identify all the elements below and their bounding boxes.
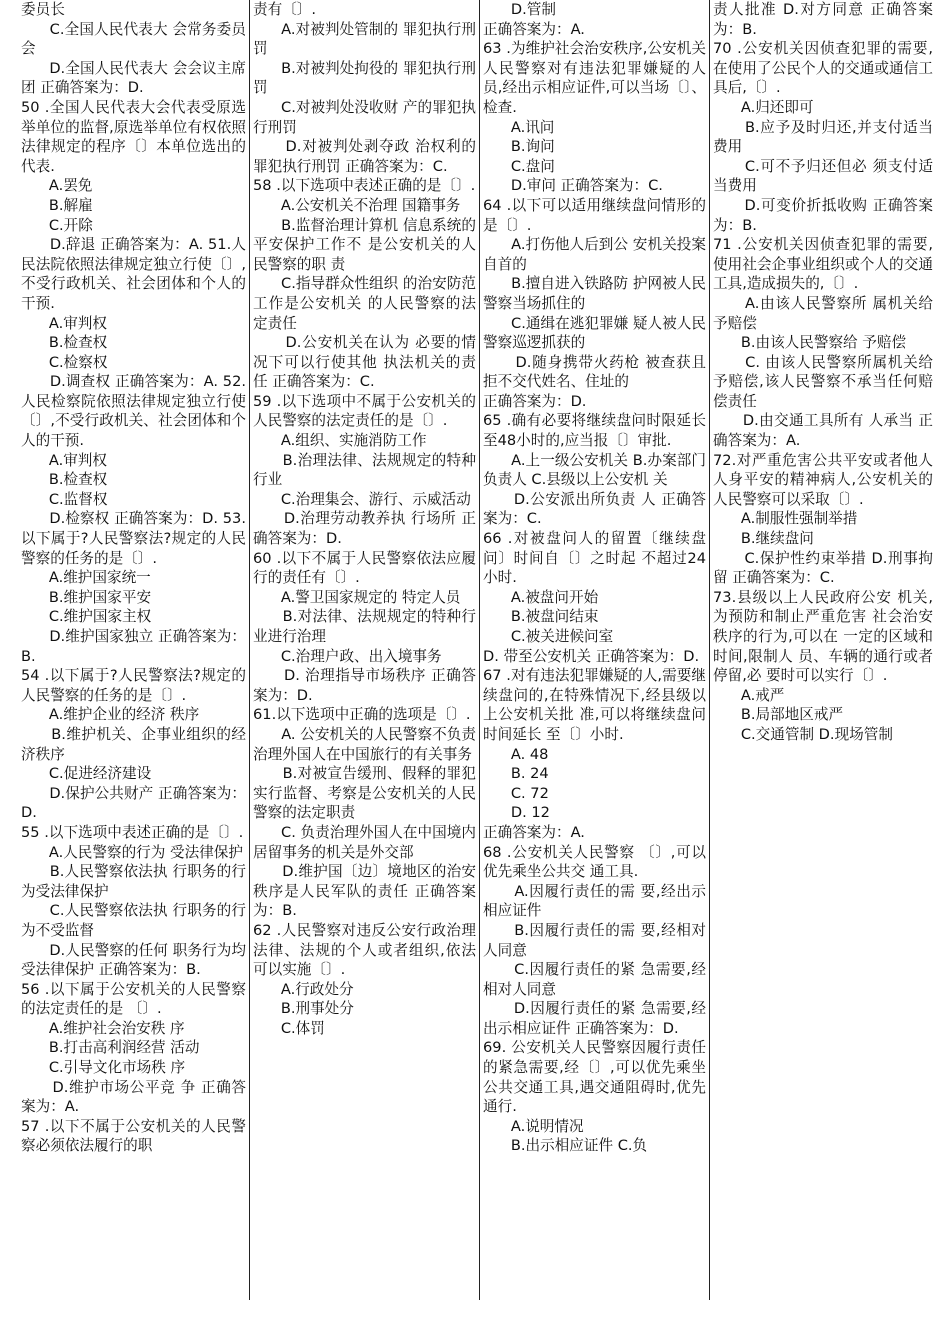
text-line: B.对被判处拘役的 罪犯执行刑罚 bbox=[253, 59, 476, 97]
text-line: B.维护国家平安 bbox=[21, 588, 152, 606]
text-line: B.刑事处分 bbox=[253, 1000, 354, 1018]
text-line: A.维护社会治安秩 序 bbox=[21, 1019, 185, 1037]
text-line: B.检查权 bbox=[21, 471, 108, 489]
text-line: B.询问 bbox=[483, 138, 555, 156]
text-line: D.由交通工具所有 人承当 正确答案为：A. bbox=[713, 412, 934, 450]
text-line: C.被关进候问室 bbox=[483, 628, 614, 645]
text-line: 50 .全国人民代表大会代表受原选举单位的监督,原选举单位有权依照法律规定的程序〔〕本单位选出的代表. bbox=[21, 98, 246, 175]
text-line: 58 .以下选项中表述正确的是〔〕. bbox=[253, 177, 476, 195]
text-line: D.审问 正确答案为：C. bbox=[483, 177, 663, 195]
text-line: A.被盘问开始 bbox=[483, 588, 599, 606]
text-line: D. 治理指导市场秩序 正确答案为：D. bbox=[253, 667, 476, 704]
text-line: C.体罚 bbox=[253, 1019, 325, 1037]
text-line: A.打伤他人后到公 安机关投案自首的 bbox=[483, 236, 706, 273]
text-line: B.检查权 bbox=[21, 334, 108, 352]
text-line: C.监督权 bbox=[21, 490, 108, 508]
text-line: A.由该人民警察所 属机关给予赔偿 bbox=[713, 294, 933, 332]
text-line: C. 72 bbox=[483, 784, 549, 802]
text-line: D.人民警察的任何 职务行为均受法律保护 正确答案为：B. bbox=[21, 941, 246, 979]
text-line: C.治理集会、游行、示威活动 bbox=[253, 490, 471, 508]
text-line: A.行政处分 bbox=[253, 980, 354, 998]
text-line: D.保护公共财产 正确答案为：D. bbox=[21, 784, 246, 822]
text-line: A.说明情况 bbox=[483, 1117, 584, 1135]
text-line: 正确答案为：A. bbox=[483, 20, 585, 38]
text-line: A.归还即可 bbox=[713, 98, 814, 116]
text-line: D.维护国〔边〕境地区的治安秩序是人民军队的责任 正确答案为：B. bbox=[253, 863, 476, 920]
text-line: A.维护国家统一 bbox=[21, 569, 151, 587]
text-line: A.对被判处管制的 罪犯执行刑罚 bbox=[253, 20, 476, 58]
text-line: A.审判权 bbox=[21, 451, 107, 469]
text-line: C.交通管制 D.现场管制 bbox=[713, 725, 893, 743]
text-line: D.检察权 正确答案为：D. 53.以下属于?人民警察法?规定的人民警察的任务的是〔〕. bbox=[21, 510, 246, 567]
text-line: A.罢免 bbox=[21, 177, 93, 195]
text-line: D.维护市场公平竞 争 正确答案为：A. bbox=[21, 1078, 247, 1116]
text-line: C.治理户政、出入境事务 bbox=[253, 647, 442, 665]
text-line: A.因履行责任的需 要,经出示相应证件 bbox=[483, 882, 706, 920]
text-line: C.盘问 bbox=[483, 157, 555, 175]
text-line: 68 .公安机关人民警察 〔〕,可以优先乘坐公共交 通工具. bbox=[483, 843, 706, 881]
text-line: A.上一级公安机关 B.办案部门负责人 C.县级以上公安机 关 bbox=[483, 451, 706, 489]
text-line: 64 .以下可以适用继续盘问情形的是〔〕. bbox=[483, 196, 706, 234]
text-line: 70 .公安机关因侦查犯罪的需要,在使用了公民个人的交通或通信工具后,〔〕. bbox=[713, 40, 933, 97]
text-line: 59 .以下选项中不属于公安机关的人民警察的法定责任的是〔〕. bbox=[253, 392, 476, 430]
text-line: D. 12 bbox=[483, 804, 550, 822]
text-line: 60 .以下不属于人民警察依法应履行的责任有〔〕. bbox=[253, 549, 476, 587]
text-line: B.打击高利润经营 活动 bbox=[21, 1039, 200, 1057]
text-line: 71 .公安机关因侦查犯罪的需要,使用社会企事业组织或个人的交通工具,造成损失的,〔〕. bbox=[713, 236, 933, 293]
text-line: 54 .以下属于?人民警察法?规定的人民警察的任务的是〔〕. bbox=[21, 667, 246, 704]
text-line: D.对被判处剥夺政 治权利的罪犯执行刑罚 正确答案为：C. bbox=[253, 138, 476, 175]
text-line: A.讯问 bbox=[483, 118, 555, 136]
text-line: C.开除 bbox=[21, 216, 93, 234]
text-line: 55 .以下选项中表述正确的是〔〕. bbox=[21, 823, 244, 841]
text-line: 正确答案为：D. bbox=[483, 392, 587, 410]
text-line: B.局部地区戒严 bbox=[713, 706, 844, 724]
text-line: A.组织、实施消防工作 bbox=[253, 432, 427, 450]
text-line: C. 由该人民警察所属机关给予赔偿,该人民警察不承当任何赔偿责任 bbox=[713, 353, 933, 410]
text-line: C.全国人民代表大 会常务委员会 bbox=[21, 20, 246, 58]
text-line: A. 48 bbox=[483, 745, 549, 763]
text-line: A.公安机关不治理 国籍事务 bbox=[253, 196, 461, 214]
text-line: D.管制 bbox=[483, 1, 556, 18]
text-line: C.可不予归还但必 须支付适当费用 bbox=[713, 157, 933, 195]
text-line: D.公安派出所负责 人 正确答案为：C. bbox=[483, 490, 706, 528]
text-line: D.因履行责任的紧 急需要,经出示相应证件 正确答案为：D. bbox=[483, 1000, 706, 1037]
document-page bbox=[18, 0, 936, 1300]
text-line: 66 .对被盘问人的留置〔继续盘问〕时间自〔〕之时起 不超过24小时. bbox=[483, 530, 706, 587]
text-line: D.可变价折抵收购 正确答案为：B. bbox=[713, 196, 933, 234]
text-line: 69. 公安机关人民警察因履行责任的紧急需要,经〔〕,可以优先乘坐公共交通工具,遇交通阻碍时,优先通行. bbox=[483, 1039, 706, 1116]
text-line: D.维护国家独立 正确答案为：B. bbox=[21, 628, 246, 665]
text-line: C.引导文化市场秩 序 bbox=[21, 1059, 186, 1077]
text-line: C. 负责治理外国人在中国境内居留事务的机关是外交部 bbox=[253, 823, 476, 861]
text-line: C.通缉在逃犯罪嫌 疑人被人民警察巡逻抓获的 bbox=[483, 314, 706, 352]
text-line: 62 .人民警察对违反公安行政治理法律、法规的个人或者组织,依法可以实施〔〕. bbox=[253, 921, 476, 979]
text-line: D.调查权 正确答案为：A. 52.人民检察院依照法律规定独立行使〔〕,不受行政机关、社会团体和个人的干预. bbox=[21, 373, 247, 450]
text-line: B.应予及时归还,并支付适当费用 bbox=[713, 118, 933, 156]
text-line: B.治理法律、法规规定的特种行业 bbox=[253, 451, 477, 489]
text-line: C.维护国家主权 bbox=[21, 608, 152, 626]
text-line: B.监督治理计算机 信息系统的平安保护工作不 是公安机关的人民警察的职 责 bbox=[253, 216, 476, 273]
text-line: 责有〔〕. bbox=[253, 1, 317, 18]
text-line: C.保护性约束举措 D.刑事拘留 正确答案为：C. bbox=[713, 549, 933, 587]
text-line: C.指导群众性组织 的治安防范工作是公安机关 的人民警察的法定责任 bbox=[253, 275, 476, 332]
text-column-4 bbox=[709, 0, 936, 1300]
text-line: B.出示相应证件 C.负 bbox=[483, 1137, 648, 1155]
text-line: B. 24 bbox=[483, 765, 549, 783]
text-line: A.人民警察的行为 受法律保护 bbox=[21, 843, 243, 861]
text-line: A.维护企业的经济 秩序 bbox=[21, 706, 200, 724]
text-column-2 bbox=[249, 0, 479, 1300]
text-line: B.解雇 bbox=[21, 196, 93, 214]
text-line: C.检察权 bbox=[21, 353, 108, 371]
text-line: B.对被宣告缓刑、假释的罪犯实行监督、考察是公安机关的人民警察的法定职责 bbox=[253, 765, 477, 822]
text-line: B.由该人民警察给 予赔偿 bbox=[713, 334, 907, 352]
text-line: D.治理劳动教养执 行场所 正确答案为：D. bbox=[253, 510, 476, 548]
text-line: 63 .为维护社会治安秩序,公安机关人民警察对有违法犯罪嫌疑的人员,经出示相应证件,可以当场〔〕、检查. bbox=[483, 40, 706, 116]
text-line: D.辞退 正确答案为：A. 51.人民法院依照法律规定独立行使〔〕,不受行政机关、社会团体和个人的干预. bbox=[21, 236, 247, 312]
text-line: 61.以下选项中正确的选项是〔〕. bbox=[253, 706, 471, 724]
text-line: 委员长 bbox=[21, 1, 65, 18]
text-line: B.因履行责任的需 要,经相对人同意 bbox=[483, 921, 706, 959]
text-line: 正确答案为：A. bbox=[483, 823, 585, 841]
text-line: 67 .对有违法犯罪嫌疑的人,需要继续盘问的,在特殊情况下,经县级以上公安机关批 准,可以将继续盘问时间延长 至〔〕小时. bbox=[483, 667, 706, 743]
text-column-1 bbox=[18, 0, 249, 1300]
text-line: 57 .以下不属于公安机关的人民警察必须依法履行的职 bbox=[21, 1117, 246, 1155]
text-line: A.制服性强制举措 bbox=[713, 510, 858, 528]
text-line: C.促进经济建设 bbox=[21, 765, 152, 783]
text-line: C.人民警察依法执 行职务的行为不受监督 bbox=[21, 902, 246, 939]
text-line: A. 公安机关的人民警察不负责治理外国人在中国旅行的有关事务 bbox=[253, 725, 476, 763]
text-line: B.被盘问结束 bbox=[483, 608, 599, 626]
text-line: D.随身携带火药枪 被查获且拒不交代姓名、住址的 bbox=[483, 353, 706, 391]
text-column-3 bbox=[479, 0, 709, 1300]
text-line: 责人批准 D.对方同意 正确答案为：B. bbox=[713, 1, 933, 38]
text-line: 73.县级以上人民政府公安 机关,为预防和制止严重危害 社会治安秩序的行为,可以在 一定的区域和时间,限制人 员、车辆的通行或者停留,必 要时可以实行〔〕. bbox=[713, 588, 933, 685]
text-line: 56 .以下属于公安机关的人民警察的法定责任的是 〔〕. bbox=[21, 980, 246, 1018]
text-line: A.戒严 bbox=[713, 686, 785, 704]
text-line: A.审判权 bbox=[21, 314, 107, 332]
text-line: 65 .确有必要将继续盘问时限延长至48小时的,应当报〔〕审批. bbox=[483, 412, 706, 450]
text-line: B.擅自进入铁路防 护网被人民警察当场抓住的 bbox=[483, 275, 706, 312]
text-line: 72.对严重危害公共平安或者他人人身平安的精神病人,公安机关的人民警察可以采取〔〕. bbox=[713, 451, 933, 508]
text-line: B.维护机关、企事业组织的经济秩序 bbox=[21, 725, 246, 763]
text-line: D.全国人民代表大 会会议主席团 正确答案为：D. bbox=[21, 59, 246, 97]
text-line: D. 带至公安机关 正确答案为：D. bbox=[483, 647, 700, 665]
text-line: B.对法律、法规规定的特种行业进行治理 bbox=[253, 608, 477, 645]
text-line: C.因履行责任的紧 急需要,经相对人同意 bbox=[483, 961, 706, 998]
text-line: B.继续盘问 bbox=[713, 530, 814, 548]
text-line: A.警卫国家规定的 特定人员 bbox=[253, 588, 461, 606]
text-line: B.人民警察依法执 行职务的行为受法律保护 bbox=[21, 863, 246, 900]
text-line: D.公安机关在认为 必要的情况下可以行使其他 执法机关的责任 正确答案为：C. bbox=[253, 334, 476, 391]
text-line: C.对被判处没收财 产的罪犯执行刑罚 bbox=[253, 98, 476, 136]
